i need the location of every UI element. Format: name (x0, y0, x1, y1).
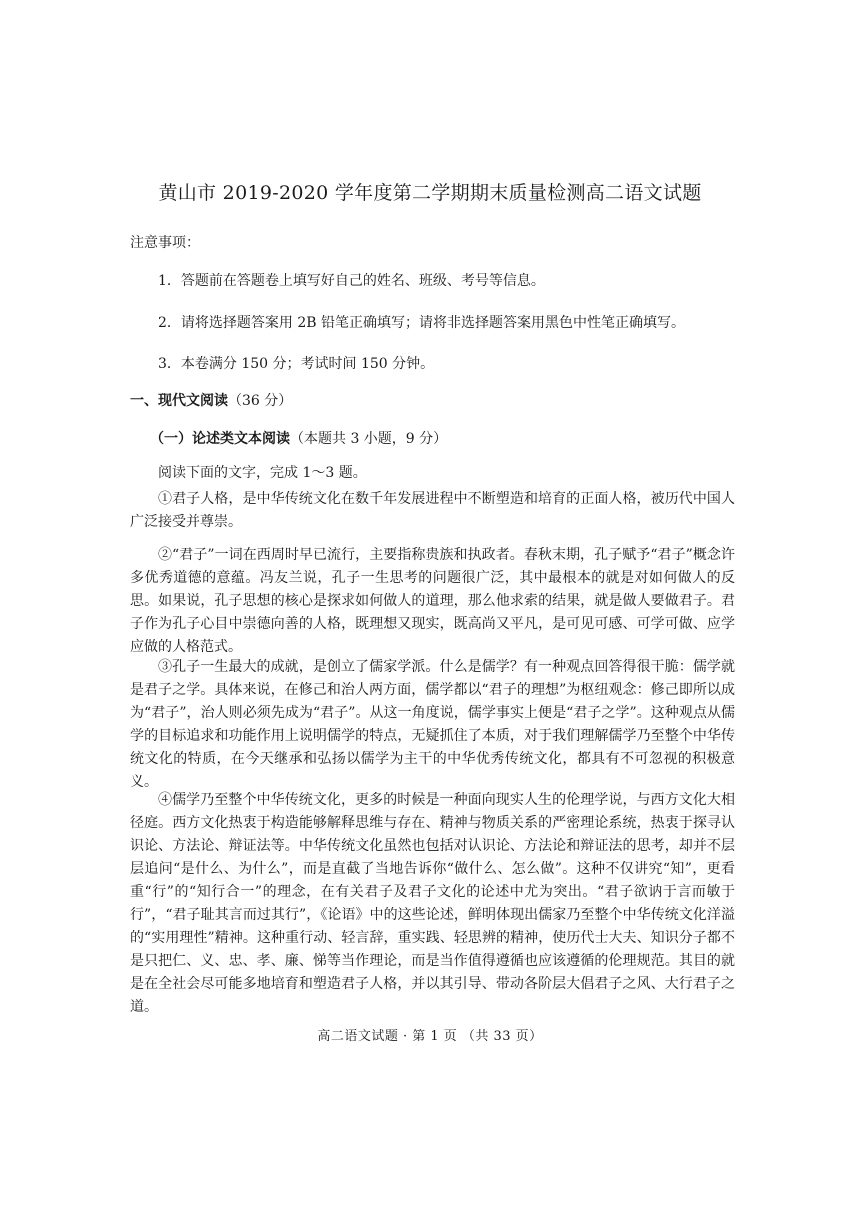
subsection-heading (150, 428, 447, 448)
section-heading (130, 390, 292, 410)
reading-instruction: 阅读下面的文字，完成 1～3 题。 (158, 465, 367, 481)
subsection-heading-info: （本题共 3 小题，9 分） (290, 431, 448, 447)
page-footer: 高二语文试题 · 第 1 页 （共 33 页） (317, 1029, 543, 1044)
notice-item-1: 1．答题前在答题卷上填写好自己的姓名、班级、考号等信息。 (158, 273, 545, 289)
section-heading-score: （36 分） (228, 393, 293, 409)
notice-item-2: 2．请将选择题答案用 2B 铅笔正确填写；请将非选择题答案用黑色中性笔正确填写。 (158, 315, 686, 331)
notice-item-3: 3．本卷满分 150 分；考试时间 150 分钟。 (158, 356, 435, 372)
notice-label: 注意事项： (130, 235, 200, 251)
paragraph-3: ③孔子一生最大的成就，是创立了儒家学派。什么是儒学？有一种观点回答得很干脆：儒学就是君子之学。具体来说，在修己和治人两方面，儒学都以“君子的理想”为枢纽观念：修己即所以成为“君子”，治人则必须先成为“君子”。从这一角度说，儒学事实上便是“君子之学”。这种观点从儒学的目标追求和功能作用上说明儒学的特点，无疑抓住了本质，对于我们理解儒学乃至整个中华传统文化的特质，在今天继承和弘扬以儒学为主干的中华优秀传统文化，都具有不可忽视的积极意义。 (130, 659, 735, 790)
paragraph-1: ①君子人格，是中华传统文化在数千年发展进程中不断塑造和培育的正面人格，被历代中国人广泛接受并尊崇。 (130, 491, 735, 530)
paragraph-4: ④儒学乃至整个中华传统文化，更多的时候是一种面向现实人生的伦理学说，与西方文化大相径庭。西方文化热衷于构造能够解释思维与存在、精神与物质关系的严密理论系统，热衷于探寻认识论、方法论、辩证法等。中华传统文化虽然也包括对认识论、方法论和辩证法的思考，却并不层层追问“是什么、为什么”，而是直截了当地告诉你“做什么、怎么做”。这种不仅讲究“知”，更看重“行”的“知行合一”的理念，在有关君子及君子文化的论述中尤为突出。“君子欲讷于言而敏于行”，“君子耻其言而过其行”，《论语》中的这些论述，鲜明体现出儒家乃至整个中华传统文化洋溢的“实用理性”精神。这种重行动、轻言辞，重实践、轻思辨的精神，使历代士大夫、知识分子都不是只把仁、义、忠、孝、廉、悌等当作理论，而是当作值得遵循也应该遵循的伦理规范。其目的就是在全社会尽可能多地培育和塑造君子人格，并以其引导、带动各阶层大倡君子之风、大行君子之道。 (130, 792, 735, 1015)
subsection-heading-title: （一）论述类文本阅读 (150, 431, 290, 447)
section-heading-title: 一、现代文阅读 (130, 393, 228, 409)
page-title: 黄山市 2019-2020 学年度第二学期期末质量检测高二语文试题 (158, 182, 702, 204)
paragraph-2: ②“君子”一词在西周时早已流行，主要指称贵族和执政者。春秋末期，孔子赋予“君子”概念许多优秀道德的意蕴。冯友兰说，孔子一生思考的问题很广泛，其中最根本的就是对如何做人的反思。如果说，孔子思想的核心是探求如何做人的道理，那么他求索的结果，就是做人要做君子。君子作为孔子心目中崇德向善的人格，既理想又现实，既高尚又平凡，是可见可感、可学可做、应学应做的人格范式。 (130, 547, 735, 655)
